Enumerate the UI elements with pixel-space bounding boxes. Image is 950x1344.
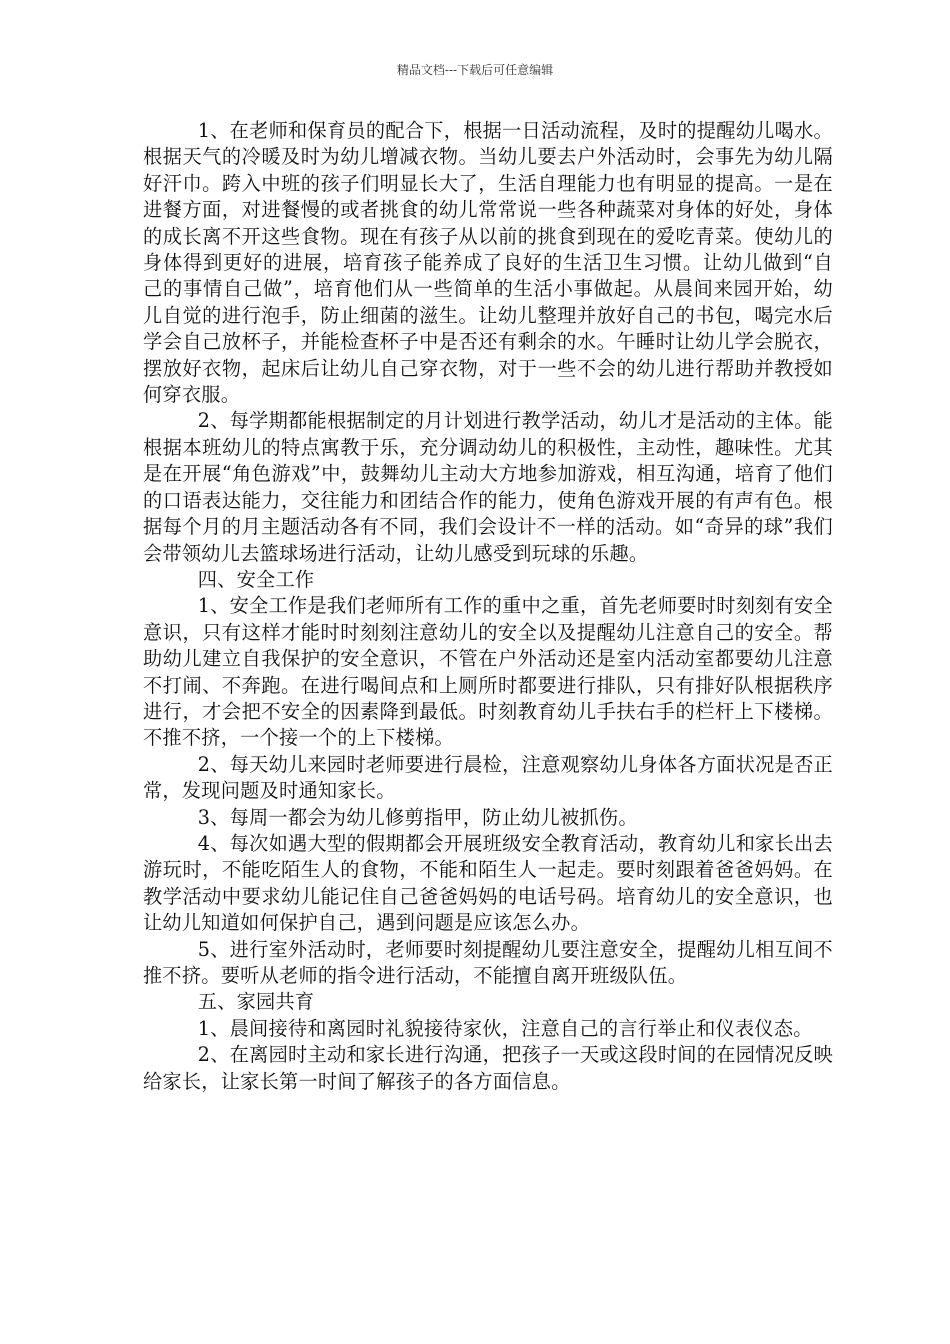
page-header: 精品文档---下载后可任意编辑 bbox=[396, 63, 554, 77]
paragraph-holiday-safety: 4、每次如遇大型的假期都会开展班级安全教育活动，教育幼儿和家长出去游玩时，不能吃陌生人的食物，不能和陌生人一起走。要时刻跟着爸爸妈妈。在教学活动中要求幼儿能记住自己爸爸妈妈的电话号码。培育幼儿的安全意识，也让幼儿知道如何保护自己，遇到问题是应该怎么办。 bbox=[143, 831, 833, 935]
paragraph-daily-care: 1、在老师和保育员的配合下，根据一日活动流程，及时的提醒幼儿喝水。根据天气的冷暖及时为幼儿增减衣物。当幼儿要去户外活动时，会事先为幼儿隔好汗巾。跨入中班的孩子们明显长大了，生活自理能力也有明显的提高。一是在进餐方面，对进餐慢的或者挑食的幼儿常常说一些各种蔬菜对身体的好处，身体的成长离不开这些食物。现在有孩子从以前的挑食到现在的爱吃青菜。使幼儿的身体得到更好的进展，培育孩子能养成了良好的生活卫生习惯。让幼儿做到“自己的事情自己做”，培育他们从一些简单的生活小事做起。从晨间来园开始，幼儿自觉的进行泡手，防止细菌的滋生。让幼儿整理并放好自己的书包，喝完水后学会自己放杯子，并能检查杯子中是否还有剩余的水。午睡时让幼儿学会脱衣，摆放好衣物，起床后让幼儿自己穿衣物，对于一些不会的幼儿进行帮助并教授如何穿衣服。 bbox=[143, 119, 833, 407]
document-body bbox=[143, 118, 833, 1095]
paragraph-parent-communication: 2、在离园时主动和家长进行沟通，把孩子一天或这段时间的在园情况反映给家长，让家长第一时间了解孩子的各方面信息。 bbox=[143, 1043, 833, 1093]
paragraph-outdoor-safety: 5、进行室外活动时，老师要时刻提醒幼儿要注意安全，提醒幼儿相互间不推不挤。要听从老师的指令进行活动，不能擅自离开班级队伍。 bbox=[143, 937, 833, 987]
section-heading-home-school: 五、家园共育 bbox=[197, 990, 315, 1014]
section-heading-safety: 四、安全工作 bbox=[197, 567, 315, 591]
paragraph-morning-check: 2、每天幼儿来园时老师要进行晨检，注意观察幼儿身体各方面状况是否正常，发现问题及时通知家长。 bbox=[143, 752, 833, 803]
paragraph-teaching-activities: 2、每学期都能根据制定的月计划进行教学活动，幼儿才是活动的主体。能根据本班幼儿的特点寓教于乐，充分调动幼儿的积极性，主动性，趣味性。尤其是在开展“角色游戏”中，鼓舞幼儿主动大方地参加游戏，相互沟通，培育了他们的口语表达能力，交往能力和团结合作的能力，使角色游戏开展的有声有色。根据每个月的月主题活动各有不同，我们会设计不一样的活动。如“奇异的球”我们会带领幼儿去篮球场进行活动，让幼儿感受到玩球的乐趣。 bbox=[143, 409, 833, 565]
paragraph-nail-trimming: 3、每周一都会为幼儿修剪指甲，防止幼儿被抓伤。 bbox=[197, 805, 638, 829]
paragraph-reception: 1、晨间接待和离园时礼貌接待家伙，注意自己的言行举止和仪表仪态。 bbox=[197, 1016, 813, 1040]
paragraph-safety-awareness: 1、安全工作是我们老师所有工作的重中之重，首先老师要时时刻刻有安全意识，只有这样才能时时刻刻注意幼儿的安全以及提醒幼儿注意自己的安全。帮助幼儿建立自我保护的安全意识，不管在户外活动还是室内活动室都要幼儿注意不打闹、不奔跑。在进行喝间点和上厕所时都要进行排队，只有排好队根据秩序进行，才会把不安全的因素降到最低。时刻教育幼儿手扶右手的栏杆上下楼梯。不推不挤，一个接一个的上下楼梯。 bbox=[143, 594, 833, 750]
